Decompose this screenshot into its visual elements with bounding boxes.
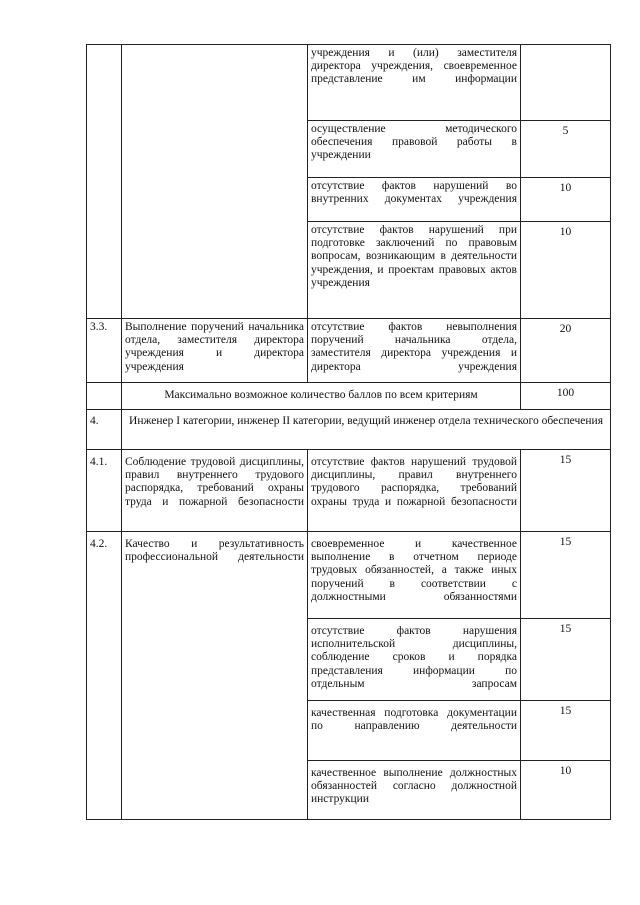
points-cell: 15	[521, 619, 611, 701]
points-cell: 15	[521, 450, 611, 532]
indicator-cell	[122, 45, 308, 319]
criterion-cell: отсутствие фактов невыполнения поручений начальника отдела, заместителя директора учреждения и директора учреждения	[308, 319, 521, 383]
criteria-table	[86, 44, 611, 820]
points-cell: 10	[521, 178, 611, 222]
points-cell: 15	[521, 532, 611, 619]
number-cell	[87, 383, 122, 410]
section-number: 4.	[87, 410, 122, 450]
number-cell: 4.1.	[87, 450, 122, 532]
criterion-cell: отсутствие фактов нарушения исполнительской дисциплины, соблюдение сроков и порядка представления информации по отдельным запросам	[308, 619, 521, 701]
criterion-cell: отсутствие фактов нарушений трудовой дисциплины, правил внутреннего трудового распорядка, требований охраны труда и пожарной безопасности	[308, 450, 521, 532]
criterion-cell: качественное выполнение должностных обязанностей согласно должностной инструкции	[308, 761, 521, 820]
points-cell: 10	[521, 222, 611, 319]
indicator-cell	[122, 532, 308, 820]
table-row	[87, 450, 611, 532]
points-cell: 10	[521, 761, 611, 820]
indicator-cell: Соблюдение трудовой дисциплины, правил внутреннего трудового распорядка, требований охраны труда и пожарной безопасности	[122, 450, 308, 532]
number-cell: 3.3.	[87, 319, 122, 383]
criterion-cell: учреждения и (или) заместителя директора учреждения, своевременное представление им информации	[308, 45, 521, 121]
indicator-cell: Выполнение поручений начальника отдела, заместителя директора учреждения и директора учреждения	[122, 319, 308, 383]
criterion-cell: осуществление методического обеспечения правовой работы в учреждении	[308, 121, 521, 178]
criterion-cell: отсутствие фактов нарушений при подготовке заключений по правовым вопросам, возникающим в деятельности учреждения, и проектам правовых актов учреждения	[308, 222, 521, 319]
criterion-cell: своевременное и качественное выполнение в отчетном периоде трудовых обязанностей, а также иных поручений в соответствии с должностными обязанностями	[308, 532, 521, 619]
number-cell	[87, 45, 122, 319]
criterion-cell: отсутствие фактов нарушений во внутренних документах учреждения	[308, 178, 521, 222]
total-row	[87, 383, 611, 410]
points-cell: 15	[521, 701, 611, 761]
section-title: Инженер I категории, инженер II категории, ведущий инженер отдела технического обеспечения	[122, 410, 611, 450]
table-row	[87, 45, 611, 121]
points-cell: 5	[521, 121, 611, 178]
table-row	[87, 532, 611, 619]
total-label: Максимально возможное количество баллов по всем критериям	[122, 383, 521, 410]
table-row	[87, 319, 611, 383]
indicator-text: Качество и результативность профессиональной деятельности	[125, 538, 304, 564]
number-cell: 4.2.	[87, 532, 122, 820]
criterion-cell: качественная подготовка документации по направлению деятельности	[308, 701, 521, 761]
total-points: 100	[521, 383, 611, 410]
points-cell: 20	[521, 319, 611, 383]
section-row	[87, 410, 611, 450]
points-cell	[521, 45, 611, 121]
